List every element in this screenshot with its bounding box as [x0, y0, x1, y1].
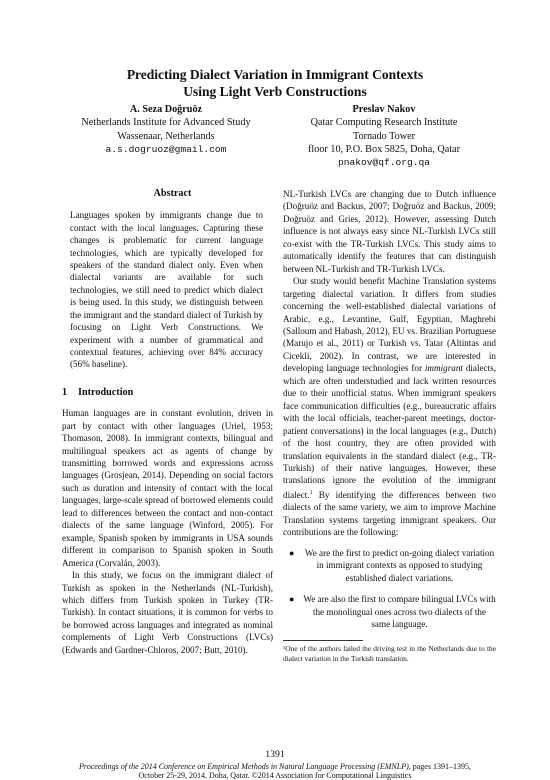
author-location: Wassenaar, Netherlands — [117, 130, 215, 142]
section-number: 1 — [62, 386, 68, 398]
author-affiliation: Netherlands Institute for Advanced Study — [81, 117, 251, 129]
section-heading — [62, 387, 273, 399]
paragraph-text: dialects, which are often understudied and lack written resources due to their unofficial status. When immigrant speakers face communication difficulties (e.g., bureaucratic affairs with the local officials, teacher-parent meetings, doctor-patient conversations) in the local languages (e.g., Dutch) of the host country, they are often provided with translation equivalents in the standard dialect (e.g., TR-Turkish) of their native languages. However, these translations ignore the evolution of the immigrant dialect. — [283, 363, 496, 500]
author-affiliation: Qatar Computing Research Institute — [310, 117, 458, 129]
bullet-icon: ● — [289, 594, 295, 605]
paragraph: In this study, we focus on the immigrant dialect of Turkish as spoken in the Netherlands (NL-Turkish), which differs from Turkish spoken in Turkey (TR-Turkish). In contact situations, it is common for verbs to be borrowed across languages and integrated as nominal complements of Light Verb Constructions (LVCs) (Edwards and Gardner-Chloros, 2007; Butt, 2010). — [62, 570, 273, 655]
paragraph — [283, 275, 496, 539]
list-item-text: We are also the first to compare bilingual LVCs with the monolingual ones across two dialects of the same language. — [303, 594, 496, 629]
bullet-icon: ● — [289, 547, 295, 558]
author-block-1 — [50, 103, 282, 156]
title-line-2: Using Light Verb Constructions — [183, 84, 367, 99]
section-title: Introduction — [78, 386, 134, 398]
author-name: Preslav Nakov — [352, 104, 416, 115]
right-column — [283, 188, 496, 664]
paragraph: Human languages are in constant evolution, driven in part by contact with other languages (Uriel, 1953; Thomason, 2008). In immigrant contexts, bilingual and multilingual speakers act as agents of change by transmitting borrowed words and expressions across languages (Grosjean, 2014). Depending on social factors such as duration and intensity of contact with the local languages, large-scale spread of borrowed elements could lead to differences between the contact and non-contact dialects of the same language (Winford, 2005). For example, Spanish spoken by immigrants in USA sounds different in comparison to Spanish spoken in South America (Corvalán, 2003). — [62, 408, 273, 568]
emphasis-text: immigrant — [424, 363, 463, 374]
author-address: floor 10, P.O. Box 5825, Doha, Qatar — [308, 143, 460, 155]
proceedings-pages: , pages 1391–1395, — [408, 762, 471, 771]
footnote-marker: 1 — [309, 489, 313, 496]
abstract-heading: Abstract — [153, 188, 192, 199]
title-line-1: Predicting Dialect Variation in Immigrant Contexts — [126, 67, 424, 82]
list-item — [283, 593, 496, 630]
footnote: ¹One of the authors failed the driving test in the Netherlands due to the dialect variation in the Turkish translation. — [283, 644, 496, 664]
paragraph: NL-Turkish LVCs are changing due to Dutch influence (Doğruöz and Backus, 2007; Doğruöz and Backus, 2009; Doğruöz and Gries, 2012). However, assessing Dutch influence is not always easy since NL-Turkish LVCs still co-exist with the TR-Turkish LVCs. This study aims to automatically identify the features that can distinguish between NL-Turkish and TR-Turkish LVCs. — [283, 189, 496, 274]
paper-title — [0, 66, 550, 100]
page-number: 1391 — [265, 749, 285, 760]
paragraph-text: By identifying the differences between two dialects of the same variety, we aim to improve Machine Translation systems targeting immigrant speakers. Our contributions are the following: — [283, 489, 496, 538]
footnote-divider — [283, 640, 363, 641]
author-location: Tornado Tower — [352, 130, 416, 142]
contribution-list — [283, 547, 496, 631]
list-item — [283, 547, 496, 584]
author-email: a.s.dogruoz@gmail.com — [105, 143, 227, 155]
author-email: pnakov@qf.org.qa — [337, 157, 431, 169]
list-item-text: We are the first to predict on-going dialect variation in immigrant contexts as opposed to studying established dialect variations. — [304, 547, 495, 583]
proceedings-title: Proceedings of the 2014 Conference on Empirical Methods in Natural Language Processing (EMNLP) — [79, 762, 409, 771]
proceedings-date: October 25-29, 2014, Doha, Qatar. ©2014 Association for Computational Linguistics — [138, 771, 412, 780]
author-block-2 — [268, 103, 500, 169]
proceedings-footer — [0, 762, 550, 780]
paragraph-text: Our study would benefit Machine Translation systems targeting dialectal variation. It differs from studies concerning the well-established dialectal variations of Arabic, e.g., Levantine, Gulf, Egyptian, Maghrebi (Salloum and Habash, 2012), EU vs. Brazilian Portuguese (Marujo et al., 2011) or Turkish vs. Tatar (Altintas and Cicekli, 2002). In contrast, we are interested in developing language technologies for — [283, 276, 496, 374]
left-column — [62, 188, 273, 656]
abstract-text: Languages spoken by immigrants change due to contact with the local languages. Capturing these changes is problematic for current language technologies, which are typically developed for speakers of the standard dialect only. Even when dialectal variants are available for such technologies, we still need to predict which dialect is being used. In this study, we distinguish between the immigrant and the standard dialect of Turkish by focusing on Light Verb Constructions. We experiment with a number of grammatical and contextual features, achieving over 84% accuracy (56% baseline). — [70, 210, 263, 370]
author-name: A. Seza Doğruöz — [129, 104, 203, 115]
